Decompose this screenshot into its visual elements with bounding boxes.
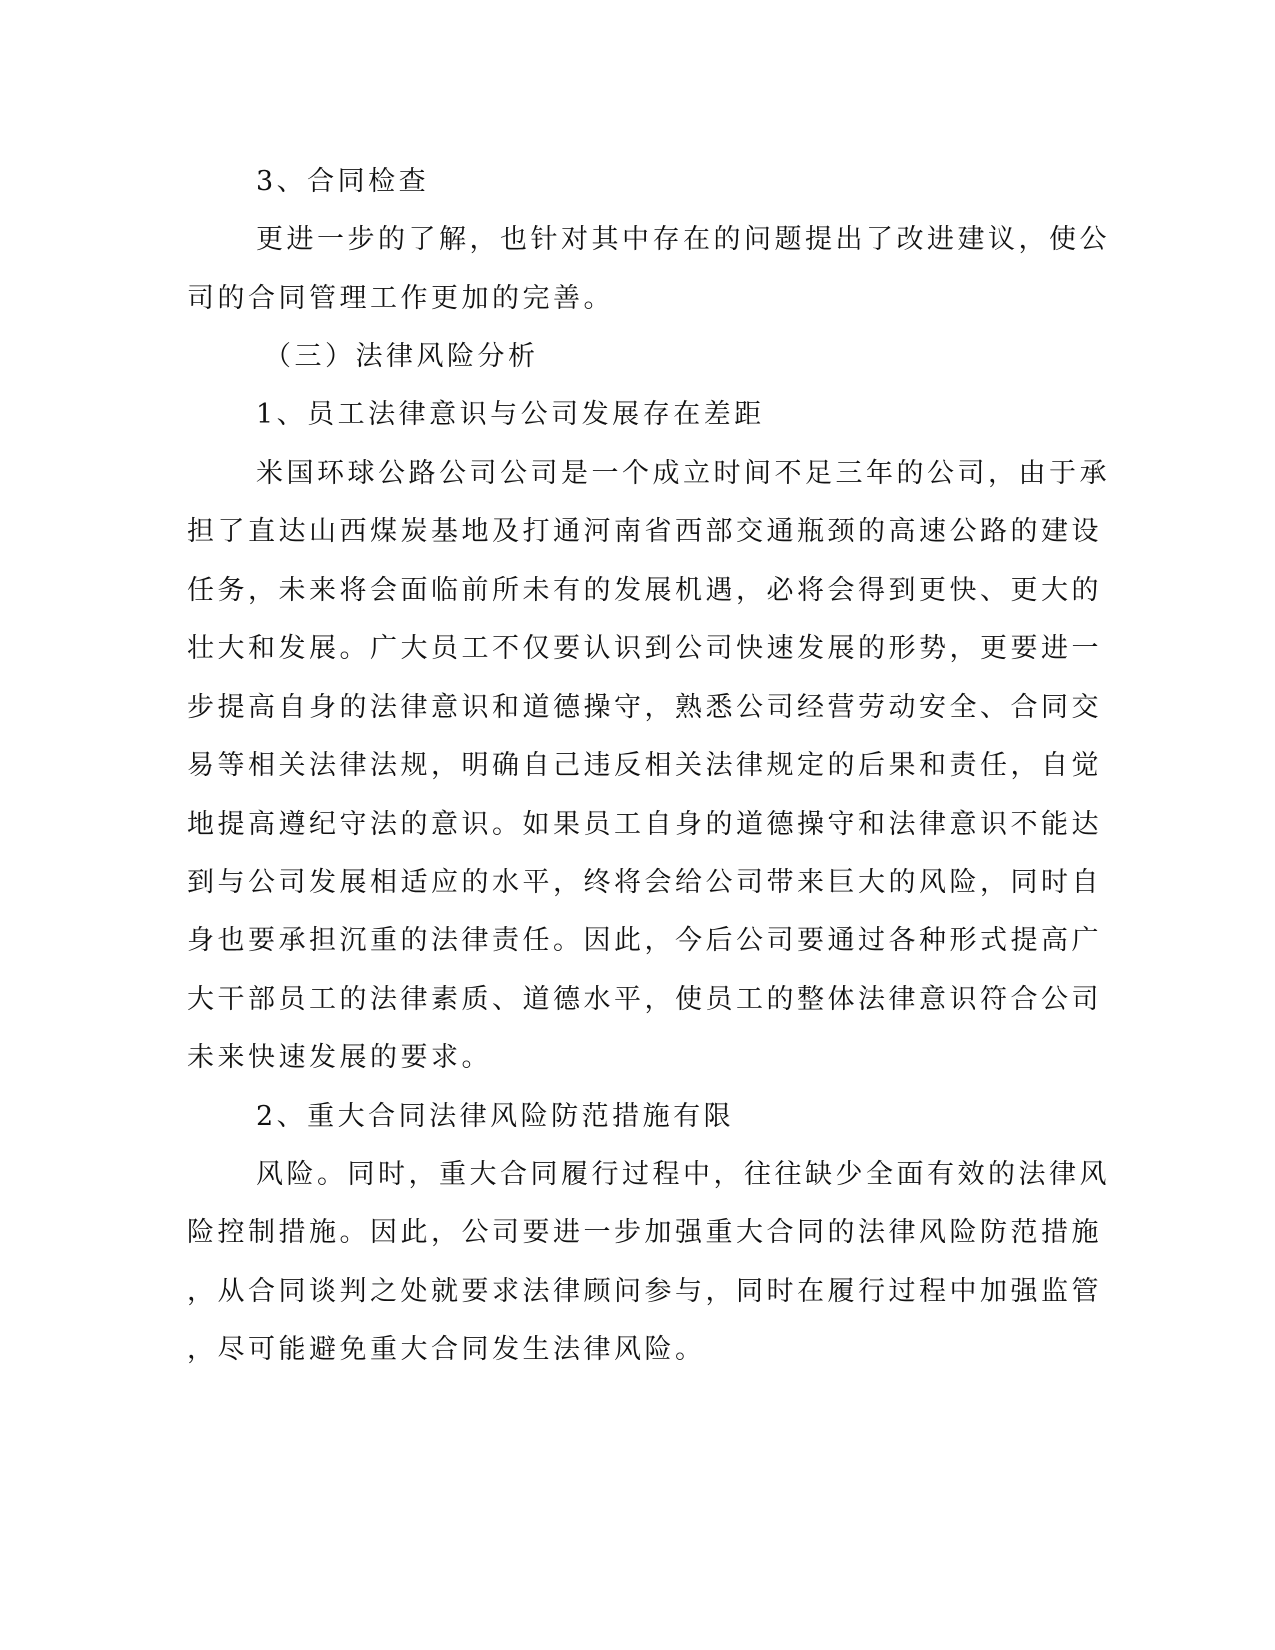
paragraph-line: ，尽可能避免重大合同发生法律风险。 bbox=[187, 1334, 706, 1365]
paragraph-line: 身也要承担沉重的法律责任。因此，今后公司要通过各种形式提高广 bbox=[187, 925, 1102, 956]
paragraph-line: 更进一步的了解，也针对其中存在的问题提出了改进建议，使公 bbox=[256, 224, 1110, 255]
subheading-contract-risk: 2、重大合同法律风险防范措施有限 bbox=[256, 1101, 735, 1132]
heading-contract-inspection: 3、合同检查 bbox=[256, 166, 430, 197]
paragraph-line: 险控制措施。因此，公司要进一步加强重大合同的法律风险防范措施 bbox=[187, 1217, 1102, 1248]
paragraph-line: 壮大和发展。广大员工不仅要认识到公司快速发展的形势，更要进一 bbox=[187, 633, 1102, 664]
section-heading-legal-risk: （三）法律风险分析 bbox=[264, 341, 539, 372]
paragraph-line: 任务，未来将会面临前所未有的发展机遇，必将会得到更快、更大的 bbox=[187, 575, 1102, 606]
paragraph-line: 风险。同时，重大合同履行过程中，往往缺少全面有效的法律风 bbox=[256, 1159, 1110, 1190]
paragraph-line: 未来快速发展的要求。 bbox=[187, 1042, 492, 1073]
paragraph-line: 大干部员工的法律素质、道德水平，使员工的整体法律意识符合公司 bbox=[187, 984, 1102, 1015]
paragraph-line: 易等相关法律法规，明确自己违反相关法律规定的后果和责任，自觉 bbox=[187, 750, 1102, 781]
subheading-employee-awareness: 1、员工法律意识与公司发展存在差距 bbox=[256, 399, 765, 430]
paragraph-line: 米国环球公路公司公司是一个成立时间不足三年的公司，由于承 bbox=[256, 458, 1110, 489]
paragraph-line: 司的合同管理工作更加的完善。 bbox=[187, 283, 614, 314]
paragraph-line: 地提高遵纪守法的意识。如果员工自身的道德操守和法律意识不能达 bbox=[187, 809, 1102, 840]
paragraph-line: 步提高自身的法律意识和道德操守，熟悉公司经营劳动安全、合同交 bbox=[187, 692, 1102, 723]
paragraph-line: 担了直达山西煤炭基地及打通河南省西部交通瓶颈的高速公路的建设 bbox=[187, 516, 1102, 547]
paragraph-line: ，从合同谈判之处就要求法律顾问参与，同时在履行过程中加强监管 bbox=[187, 1276, 1102, 1307]
paragraph-line: 到与公司发展相适应的水平，终将会给公司带来巨大的风险，同时自 bbox=[187, 867, 1102, 898]
